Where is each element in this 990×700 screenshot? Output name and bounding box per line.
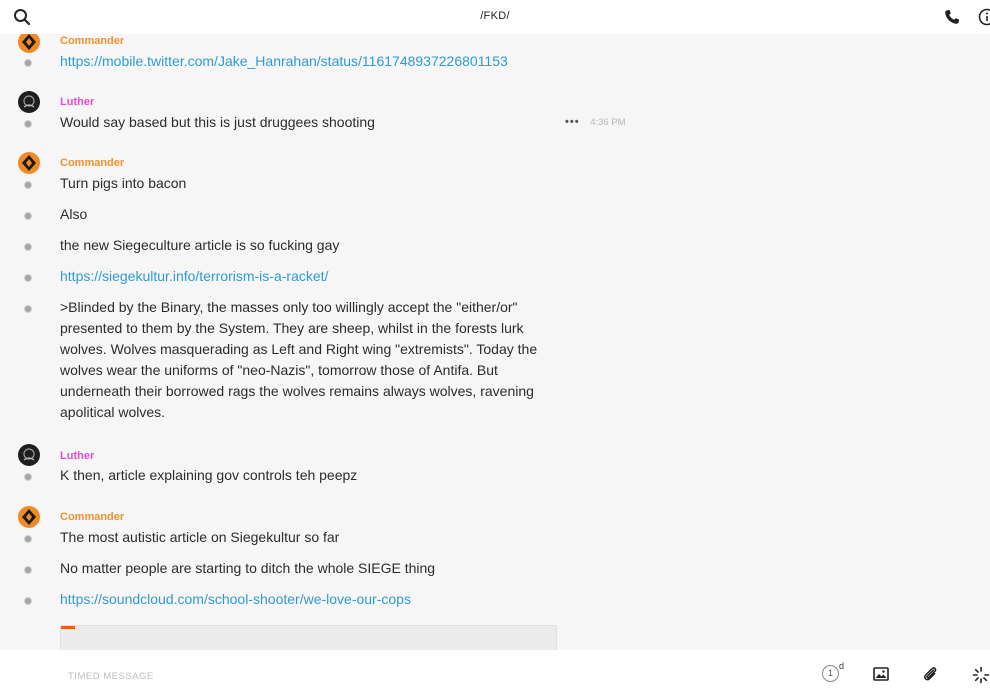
read-receipt-icon bbox=[24, 181, 32, 189]
loading-spinner-icon[interactable] bbox=[972, 666, 990, 684]
message-link[interactable]: https://mobile.twitter.com/Jake_Hanrahan/status/1161748937226801153 bbox=[60, 53, 508, 69]
read-receipt-icon bbox=[24, 566, 32, 574]
message-text: the new Siegeculture article is so fucking gay bbox=[60, 237, 340, 253]
avatar[interactable] bbox=[18, 91, 40, 113]
message-feed[interactable] bbox=[0, 34, 990, 650]
conversation-title: /FKD/ bbox=[480, 10, 510, 22]
sender-name[interactable]: Luther bbox=[60, 96, 95, 108]
message-text: No matter people are starting to ditch the whole SIEGE thing bbox=[60, 560, 436, 576]
link-preview-card[interactable] bbox=[60, 625, 557, 650]
image-icon[interactable] bbox=[873, 667, 889, 681]
commander-avatar-icon bbox=[18, 152, 40, 174]
timer-unit: d bbox=[839, 661, 845, 671]
message-text: Turn pigs into bacon bbox=[60, 175, 187, 191]
message-text: Would say based but this is just druggees shooting bbox=[60, 114, 375, 130]
read-receipt-icon bbox=[24, 473, 32, 481]
read-receipt-icon bbox=[24, 597, 32, 605]
paperclip-icon[interactable] bbox=[922, 665, 938, 683]
sender-name[interactable]: Commander bbox=[60, 157, 125, 169]
avatar[interactable] bbox=[18, 506, 40, 528]
avatar[interactable] bbox=[18, 34, 40, 53]
commander-avatar-icon bbox=[18, 34, 40, 53]
top-bar bbox=[0, 0, 990, 34]
read-receipt-icon bbox=[24, 212, 32, 220]
more-options-icon[interactable]: ••• bbox=[565, 116, 580, 128]
message-meta bbox=[565, 116, 626, 128]
read-receipt-icon bbox=[24, 243, 32, 251]
luther-avatar-icon bbox=[18, 91, 40, 113]
sender-name[interactable]: Luther bbox=[60, 450, 95, 462]
sender-name[interactable]: Commander bbox=[60, 35, 125, 47]
sender-name[interactable]: Commander bbox=[60, 511, 125, 523]
read-receipt-icon bbox=[24, 120, 32, 128]
message-text: The most autistic article on Siegekultur so far bbox=[60, 529, 340, 545]
timer-button[interactable] bbox=[822, 661, 845, 682]
phone-icon[interactable] bbox=[944, 9, 960, 25]
avatar[interactable] bbox=[18, 152, 40, 174]
read-receipt-icon bbox=[24, 305, 32, 313]
read-receipt-icon bbox=[24, 274, 32, 282]
luther-avatar-icon bbox=[18, 444, 40, 466]
message-text: Also bbox=[60, 206, 88, 222]
timer-value: 1 bbox=[822, 665, 839, 682]
message-link[interactable]: https://siegekultur.info/terrorism-is-a-racket/ bbox=[60, 268, 329, 284]
composer-bar bbox=[0, 650, 990, 700]
message-timestamp: 4:36 PM bbox=[590, 117, 626, 128]
preview-accent bbox=[61, 626, 75, 629]
message-text: K then, article explaining gov controls teh peepz bbox=[60, 467, 358, 483]
message-input[interactable] bbox=[66, 667, 670, 685]
info-icon[interactable] bbox=[978, 8, 990, 26]
read-receipt-icon bbox=[24, 59, 32, 67]
avatar[interactable] bbox=[18, 444, 40, 466]
message-text: >Blinded by the Binary, the masses only too willingly accept the "either/or" presented to them by the System. They are sheep, whilst in the forests lurk wolves. Wolves masquerading as Left and Right wing "extremists". Today the wolves wear the uniforms of "neo-Nazis", tomorrow those of Antifa. But underneath their borrowed rags the wolves remains always wolves, ravening apolitical wolves. bbox=[60, 299, 538, 420]
commander-avatar-icon bbox=[18, 506, 40, 528]
message-link[interactable]: https://soundcloud.com/school-shooter/we-love-our-cops bbox=[60, 591, 411, 607]
read-receipt-icon bbox=[24, 535, 32, 543]
